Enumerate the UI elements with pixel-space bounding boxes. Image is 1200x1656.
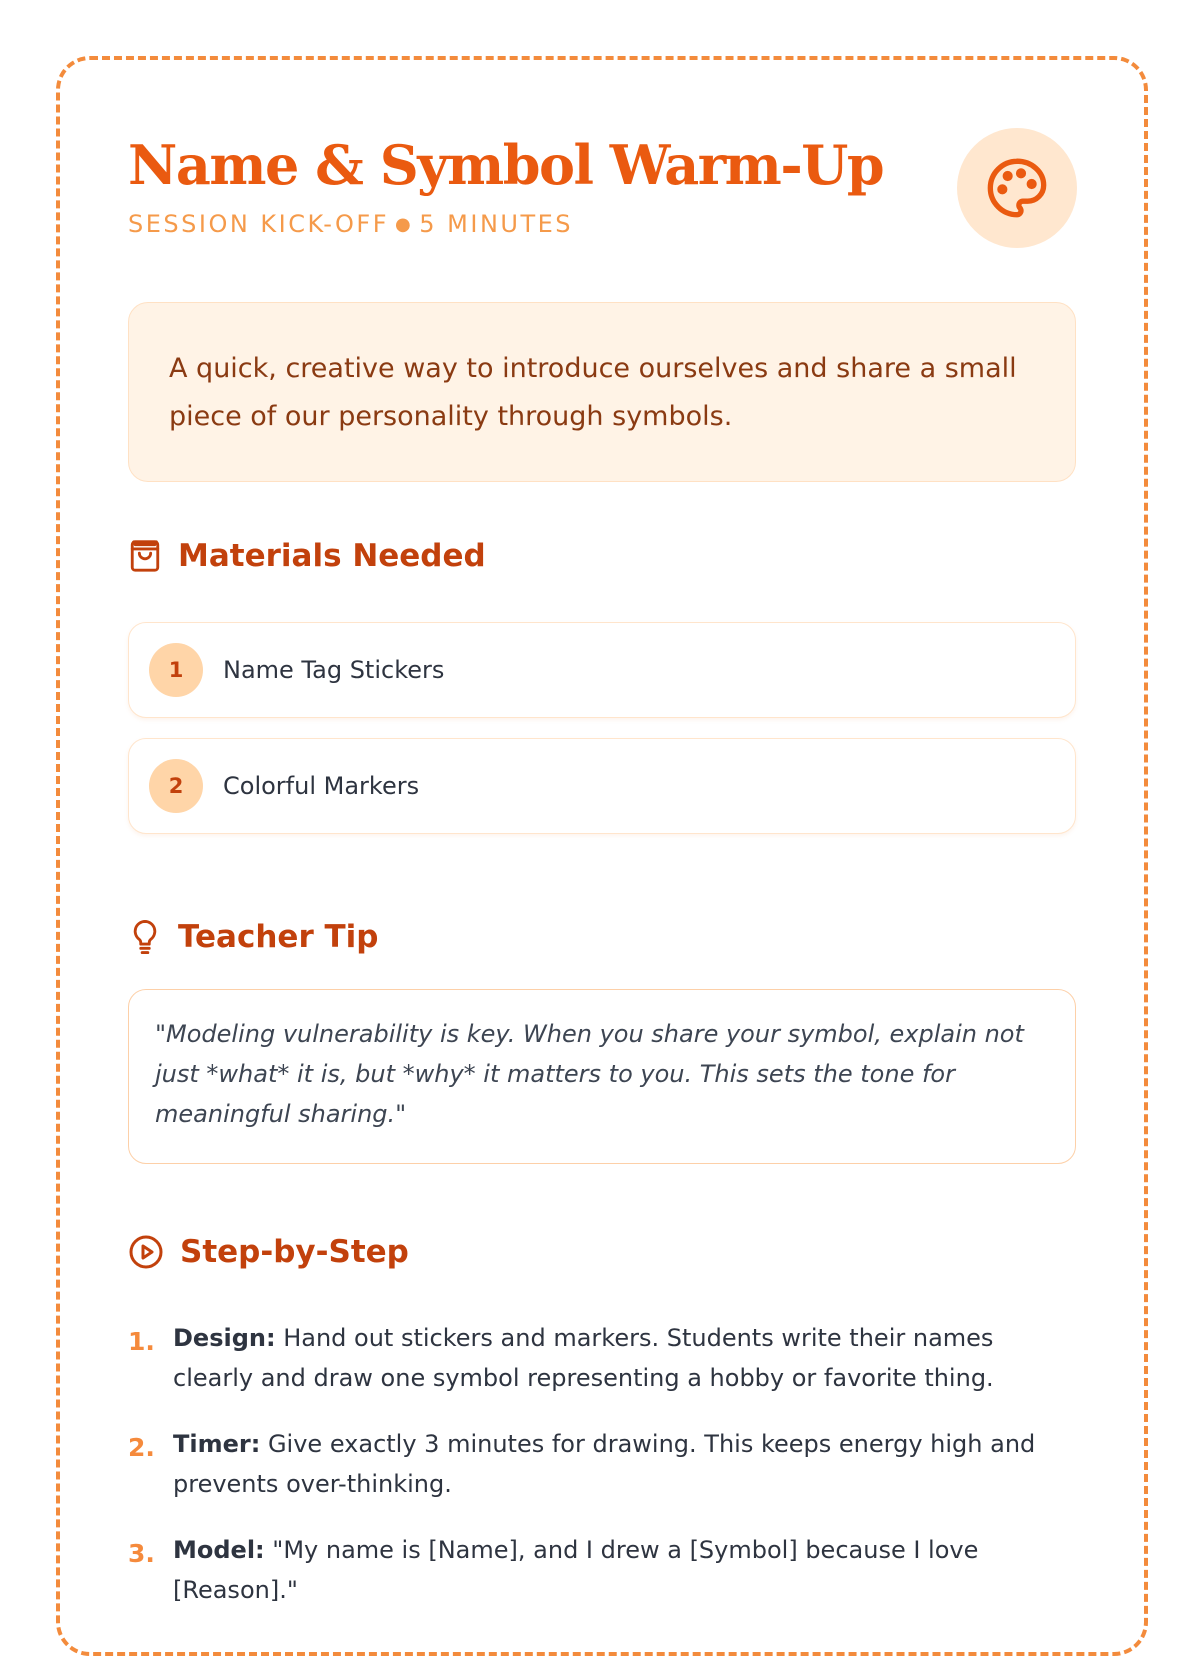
step-item bbox=[128, 1318, 1076, 1398]
material-item bbox=[128, 622, 1076, 718]
shopping-bag-icon bbox=[128, 537, 162, 575]
step-text: Hand out stickers and markers. Students write their names clearly and draw one symbol representing a hobby or favorite thing. bbox=[173, 1324, 994, 1392]
teacher-tip-quote: "Modeling vulnerability is key. When you share your symbol, explain not just *what* it is, but *why* it matters to you. This sets the tone for meaningful sharing." bbox=[128, 989, 1076, 1164]
palette-icon bbox=[985, 156, 1049, 220]
materials-heading-text: Materials Needed bbox=[178, 538, 486, 574]
step-number: 2. bbox=[128, 1433, 155, 1462]
step-text: Give exactly 3 minutes for drawing. This keeps energy high and prevents over-thinking. bbox=[173, 1430, 1036, 1498]
step-label: Model: bbox=[173, 1536, 265, 1564]
tip-heading bbox=[128, 918, 379, 956]
material-item bbox=[128, 738, 1076, 834]
subtitle-separator: ● bbox=[395, 214, 414, 235]
material-number-badge: 1 bbox=[149, 643, 203, 697]
step-number: 1. bbox=[128, 1327, 155, 1356]
tip-heading-text: Teacher Tip bbox=[178, 919, 379, 955]
step-label: Timer: bbox=[173, 1430, 261, 1458]
step-item bbox=[128, 1424, 1076, 1504]
material-label: Colorful Markers bbox=[223, 772, 420, 800]
palette-badge bbox=[957, 128, 1077, 248]
materials-heading bbox=[128, 537, 486, 575]
session-label: SESSION KICK-OFF bbox=[128, 210, 390, 238]
page-title: Name & Symbol Warm-Up bbox=[128, 133, 884, 197]
material-number-badge: 2 bbox=[149, 759, 203, 813]
steps-heading-text: Step-by-Step bbox=[180, 1234, 409, 1270]
material-label: Name Tag Stickers bbox=[223, 656, 445, 684]
steps-heading bbox=[128, 1234, 409, 1270]
step-label: Design: bbox=[173, 1324, 276, 1352]
lightbulb-icon bbox=[128, 918, 162, 956]
intro-box: A quick, creative way to introduce ourselves and share a small piece of our personality through symbols. bbox=[128, 302, 1076, 482]
steps-list bbox=[128, 1318, 1076, 1636]
step-item bbox=[128, 1530, 1076, 1610]
step-number: 3. bbox=[128, 1539, 155, 1568]
duration-label: 5 MINUTES bbox=[419, 210, 574, 238]
step-text: "My name is [Name], and I drew a [Symbol] because I love [Reason]." bbox=[173, 1536, 979, 1604]
page-subtitle bbox=[128, 210, 573, 239]
play-circle-icon bbox=[128, 1234, 164, 1270]
